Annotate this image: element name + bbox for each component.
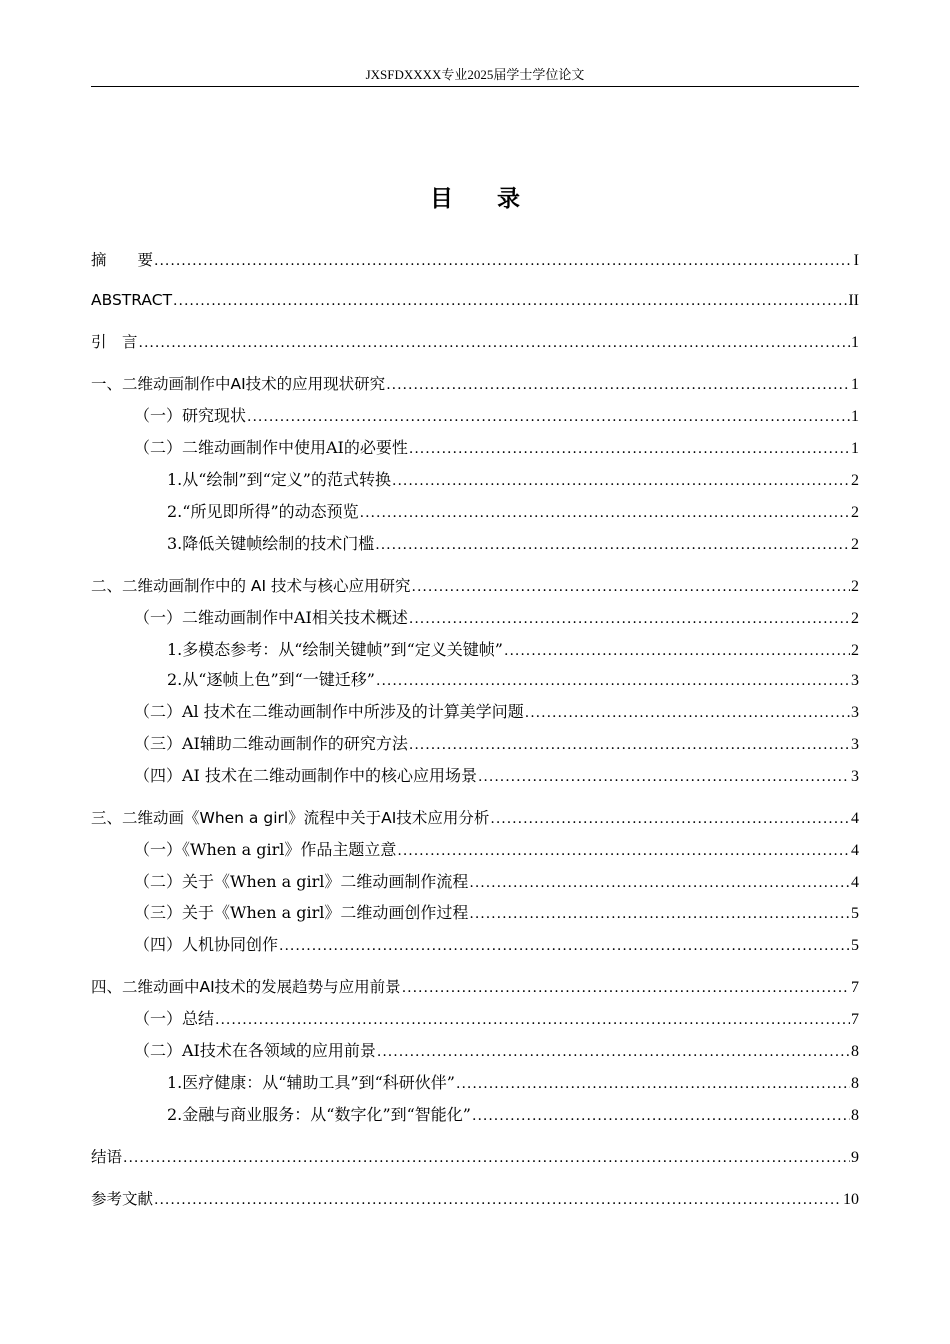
toc-dot-leader bbox=[478, 765, 850, 789]
toc-entry-page-number: II bbox=[848, 292, 859, 309]
toc-dot-leader bbox=[139, 331, 850, 355]
toc-dot-leader bbox=[377, 1040, 850, 1064]
toc-entry-label: （三）AI辅助二维动画制作的研究方法 bbox=[134, 734, 408, 753]
toc-dot-leader bbox=[525, 701, 850, 725]
toc-entry-page-number: 2 bbox=[851, 610, 859, 627]
toc-entry-label: （二）Al 技术在二维动画制作中所涉及的计算美学问题 bbox=[134, 702, 524, 721]
toc-entry-label: （一）二维动画制作中AI相关技术概述 bbox=[134, 608, 408, 627]
toc-entry-page-number: 4 bbox=[851, 874, 859, 891]
toc-entry-label: ABSTRACT bbox=[91, 291, 173, 309]
toc-entry[interactable] bbox=[91, 806, 859, 830]
toc-entry-label: 2.金融与商业服务：从“数字化”到“智能化” bbox=[167, 1105, 471, 1124]
toc-entry-page-number: 1 bbox=[851, 376, 859, 393]
toc-dot-leader bbox=[360, 501, 850, 525]
toc-entry[interactable] bbox=[134, 1039, 859, 1063]
toc-entry-page-number: I bbox=[853, 252, 859, 269]
toc-entry-page-number: 5 bbox=[851, 905, 859, 922]
toc-entry[interactable] bbox=[167, 1071, 859, 1095]
toc-dot-leader bbox=[469, 902, 850, 926]
toc-entry-label: （一）研究现状 bbox=[134, 406, 247, 425]
toc-entry-label: 1.从“绘制”到“定义”的范式转换 bbox=[167, 470, 391, 489]
toc-entry[interactable] bbox=[167, 500, 859, 524]
toc-entry[interactable] bbox=[134, 901, 859, 925]
toc-entry-page-number: 7 bbox=[851, 1011, 859, 1028]
toc-dot-leader bbox=[409, 607, 850, 631]
header-rule bbox=[91, 86, 859, 87]
toc-entry-page-number: 2 bbox=[851, 472, 859, 489]
toc-entry-page-number: 8 bbox=[851, 1107, 859, 1124]
toc-dot-leader bbox=[412, 575, 850, 599]
toc-entry-page-number: 1 bbox=[851, 440, 859, 457]
toc-entry[interactable] bbox=[91, 372, 859, 396]
toc-entry[interactable] bbox=[167, 532, 859, 556]
toc-dot-leader bbox=[409, 733, 850, 757]
toc-entry[interactable] bbox=[167, 668, 859, 692]
toc-dot-leader bbox=[504, 639, 850, 663]
toc-entry[interactable] bbox=[134, 1007, 859, 1031]
toc-entry-label: （三）关于《When a girl》二维动画创作过程 bbox=[134, 903, 469, 922]
toc-entry[interactable] bbox=[134, 870, 859, 894]
toc-entry-label: 引 言 bbox=[91, 333, 138, 351]
toc-dot-leader bbox=[173, 289, 847, 313]
toc-entry-label: 结语 bbox=[91, 1148, 123, 1166]
toc-dot-leader bbox=[375, 533, 850, 557]
toc-entry[interactable] bbox=[134, 436, 859, 460]
toc-entry-page-number: 4 bbox=[851, 842, 859, 859]
toc-dot-leader bbox=[456, 1072, 850, 1096]
toc-entry-label: （一）总结 bbox=[134, 1009, 215, 1028]
toc-entry-label: 1.医疗健康：从“辅助工具”到“科研伙伴” bbox=[167, 1073, 455, 1092]
toc-dot-leader bbox=[397, 839, 850, 863]
toc-entry-label: 2.“所见即所得”的动态预览 bbox=[167, 502, 359, 521]
toc-dot-leader bbox=[279, 934, 850, 958]
toc-dot-leader bbox=[472, 1104, 850, 1128]
toc-entry[interactable] bbox=[91, 574, 859, 598]
toc-entry-label: 摘 要 bbox=[91, 251, 154, 269]
toc-dot-leader bbox=[215, 1008, 850, 1032]
toc-entry[interactable] bbox=[91, 975, 859, 999]
toc-entry[interactable] bbox=[134, 764, 859, 788]
toc-entry[interactable] bbox=[134, 732, 859, 756]
toc-entry-page-number: 3 bbox=[851, 672, 859, 689]
toc-entry-label: 参考文献 bbox=[91, 1190, 154, 1208]
toc-entry-label: 四、二维动画中AI技术的发展趋势与应用前景 bbox=[91, 978, 401, 996]
toc-entry[interactable] bbox=[134, 700, 859, 724]
toc-entry-label: 3.降低关键帧绘制的技术门槛 bbox=[167, 534, 375, 553]
toc-entry-page-number: 1 bbox=[851, 408, 859, 425]
toc-entry[interactable] bbox=[167, 638, 859, 662]
toc-entry-label: （二）关于《When a girl》二维动画制作流程 bbox=[134, 872, 469, 891]
toc-entry-page-number: 4 bbox=[851, 810, 859, 827]
toc-dot-leader bbox=[123, 1146, 850, 1170]
toc-entry-page-number: 2 bbox=[851, 504, 859, 521]
toc-entry[interactable] bbox=[167, 1103, 859, 1127]
toc-dot-leader bbox=[247, 405, 850, 429]
toc-entry-page-number: 2 bbox=[851, 536, 859, 553]
toc-entry[interactable] bbox=[91, 1145, 859, 1169]
toc-dot-leader bbox=[469, 871, 850, 895]
toc-entry-label: 2.从“逐帧上色”到“一键迁移” bbox=[167, 670, 375, 689]
toc-entry[interactable] bbox=[134, 933, 859, 957]
toc-entry[interactable] bbox=[91, 288, 859, 312]
toc-entry-page-number: 10 bbox=[843, 1191, 859, 1208]
toc-dot-leader bbox=[402, 976, 850, 1000]
toc-entry-label: 1.多模态参考：从“绘制关键帧”到“定义关键帧” bbox=[167, 640, 503, 659]
toc-dot-leader bbox=[386, 373, 850, 397]
toc-dot-leader bbox=[376, 669, 850, 693]
toc-entry-label: 一、二维动画制作中AI技术的应用现状研究 bbox=[91, 375, 386, 393]
toc-entry-page-number: 8 bbox=[851, 1043, 859, 1060]
toc-entry[interactable] bbox=[167, 468, 859, 492]
toc-entry-page-number: 3 bbox=[851, 736, 859, 753]
toc-dot-leader bbox=[409, 437, 850, 461]
toc-entry[interactable] bbox=[134, 606, 859, 630]
toc-entry-page-number: 3 bbox=[851, 704, 859, 721]
toc-dot-leader bbox=[154, 249, 853, 273]
toc-entry-label: （四）AI 技术在二维动画制作中的核心应用场景 bbox=[134, 766, 477, 785]
toc-entry[interactable] bbox=[91, 1187, 859, 1211]
toc-entry-label: 三、二维动画《When a girl》流程中关于AI技术应用分析 bbox=[91, 809, 490, 827]
toc-entry[interactable] bbox=[91, 248, 859, 272]
toc-entry-label: 二、二维动画制作中的 AI 技术与核心应用研究 bbox=[91, 577, 411, 595]
page-header: JXSFDXXXX专业2025届学士学位论文 bbox=[365, 67, 585, 82]
toc-entry[interactable] bbox=[134, 838, 859, 862]
toc-dot-leader bbox=[392, 469, 850, 493]
toc-entry-page-number: 8 bbox=[851, 1075, 859, 1092]
toc-entry-page-number: 2 bbox=[851, 578, 859, 595]
toc-entry-page-number: 7 bbox=[851, 979, 859, 996]
toc-entry-label: （四）人机协同创作 bbox=[134, 935, 279, 954]
toc-entry[interactable] bbox=[134, 404, 859, 428]
toc-entry-label: （一）《When a girl》作品主题立意 bbox=[134, 840, 397, 859]
toc-entry-page-number: 9 bbox=[851, 1149, 859, 1166]
toc-entry-label: （二）AI技术在各领域的应用前景 bbox=[134, 1041, 376, 1060]
toc-dot-leader bbox=[154, 1188, 842, 1212]
toc-entry-label: （二）二维动画制作中使用AI的必要性 bbox=[134, 438, 408, 457]
toc-entry-page-number: 2 bbox=[851, 642, 859, 659]
toc-entry-page-number: 3 bbox=[851, 768, 859, 785]
toc-entry-page-number: 1 bbox=[851, 334, 859, 351]
toc-title: 目录 bbox=[430, 186, 564, 212]
toc-dot-leader bbox=[490, 807, 850, 831]
toc-entry[interactable] bbox=[91, 330, 859, 354]
toc-entry-page-number: 5 bbox=[851, 937, 859, 954]
